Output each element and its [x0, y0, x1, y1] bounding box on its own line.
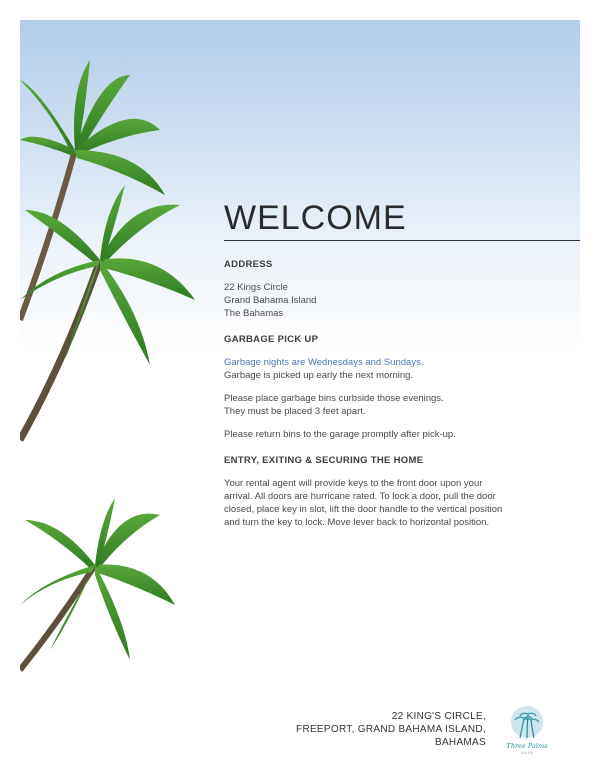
garbage-heading: GARBAGE PICK UP	[224, 334, 319, 345]
address-line: Grand Bahama Island	[224, 295, 317, 306]
address-line: 22 Kings Circle	[224, 282, 288, 293]
address-heading: ADDRESS	[224, 259, 273, 270]
entry-section	[224, 455, 580, 529]
logo-name: Three Palms	[506, 742, 548, 750]
page-title: WELCOME	[224, 199, 407, 237]
entry-text-line: and turn the key to lock. Move lever back to horizontal position.	[224, 517, 490, 528]
garbage-pickup-note: Garbage is picked up early the next morning.	[224, 370, 414, 381]
footer-address-line: 22 KING'S CIRCLE,	[391, 711, 486, 722]
palm-tree-illustration	[20, 20, 220, 756]
entry-text-line: arrival. All doors are hurricane rated. To lock a door, pull the door	[224, 491, 496, 502]
garbage-section	[224, 334, 580, 441]
address-section	[224, 259, 580, 320]
entry-text-line: closed, place key in slot, lift the door handle to the vertical position	[224, 504, 503, 515]
garbage-return-note: Please return bins to the garage promptly after pick-up.	[224, 429, 456, 440]
garbage-nights-highlight: Garbage nights are Wednesdays and Sundays.	[224, 357, 424, 368]
welcome-page	[20, 20, 580, 756]
content-column	[224, 198, 580, 543]
entry-heading: ENTRY, EXITING & SECURING THE HOME	[224, 455, 424, 466]
garbage-curbside-note: Please place garbage bins curbside those evenings.	[224, 393, 444, 404]
address-line: The Bahamas	[224, 308, 284, 319]
title-divider	[224, 240, 580, 241]
footer-address-line: FREEPORT, GRAND BAHAMA ISLAND,	[296, 724, 486, 735]
entry-text-line: Your rental agent will provide keys to the front door upon your	[224, 478, 483, 489]
footer-address-line: BAHAMAS	[434, 737, 486, 748]
footer-address	[296, 710, 486, 749]
logo-subtitle: VILLA	[520, 751, 534, 755]
garbage-spacing-note: They must be placed 3 feet apart.	[224, 406, 366, 417]
